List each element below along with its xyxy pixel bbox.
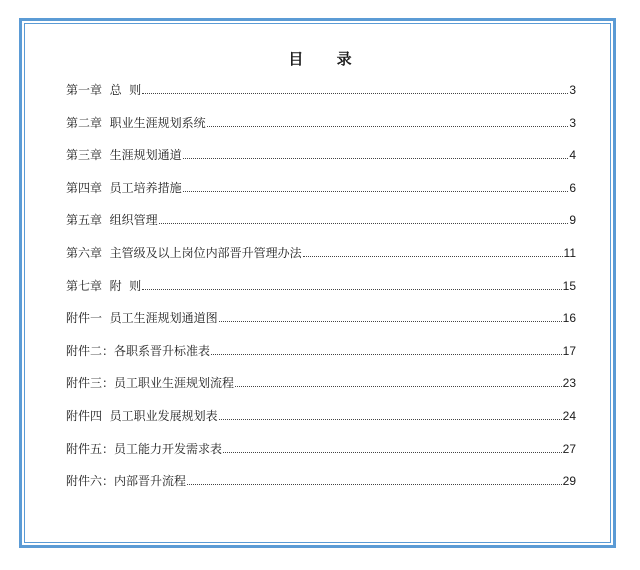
dot-leader [207, 125, 569, 127]
toc-entry-chapter-6[interactable] [66, 243, 576, 276]
toc-entry-appendix-5[interactable] [66, 439, 576, 472]
toc-entry-appendix-2[interactable] [66, 341, 576, 374]
toc-entry-page: 3 [569, 83, 576, 97]
toc-entry-chapter-2[interactable] [66, 113, 576, 146]
dot-leader [142, 288, 561, 290]
toc-entry-label: 第三章 生涯规划通道 [66, 148, 182, 163]
dot-leader [223, 451, 562, 453]
toc-entry-page: 3 [569, 115, 576, 130]
toc-entry-label: 第二章 职业生涯规划系统 [66, 115, 206, 130]
toc-entry-page: 4 [569, 148, 576, 163]
toc-entry-label: 附件五：员工能力开发需求表 [66, 441, 223, 456]
toc-entry-page: 27 [562, 441, 576, 456]
toc-entry-page: 29 [562, 474, 576, 489]
dot-leader [142, 92, 568, 94]
toc-entry-chapter-3[interactable] [66, 145, 576, 178]
dot-leader [187, 483, 562, 485]
toc-entry-label: 附件一 员工生涯规划通道图 [66, 311, 218, 326]
dot-leader [235, 385, 562, 387]
table-of-contents [66, 80, 576, 504]
dot-leader [183, 190, 569, 192]
toc-entry-page: 16 [562, 311, 576, 326]
toc-entry-label: 第七章 附 则 [66, 278, 142, 293]
toc-entry-label: 附件二：各职系晋升标准表 [66, 343, 211, 358]
toc-entry-label: 第四章 员工培养措施 [66, 180, 182, 195]
toc-entry-label: 附件四 员工职业发展规划表 [66, 408, 218, 423]
dot-leader [211, 353, 562, 355]
toc-entry-label: 附件三：员工职业生涯规划流程 [66, 376, 235, 391]
toc-entry-chapter-5[interactable] [66, 210, 576, 243]
toc-entry-page: 17 [562, 343, 576, 358]
toc-entry-label: 附件六：内部晋升流程 [66, 474, 187, 489]
dot-leader [219, 320, 562, 322]
toc-entry-appendix-6[interactable] [66, 471, 576, 504]
dot-leader [159, 222, 569, 224]
toc-entry-page: 23 [562, 376, 576, 391]
toc-entry-label: 第六章 主管级及以上岗位内部晋升管理办法 [66, 245, 302, 260]
toc-entry-page: 15 [562, 278, 576, 293]
dot-leader [303, 255, 563, 257]
toc-entry-page: 6 [569, 180, 576, 195]
toc-entry-label: 第五章 组织管理 [66, 213, 158, 228]
toc-title: 目 录 [288, 50, 366, 68]
toc-entry-chapter-7[interactable] [66, 276, 576, 309]
dot-leader [183, 157, 569, 159]
toc-entry-label: 第一章 总 则 [66, 83, 142, 97]
dot-leader [219, 418, 562, 420]
toc-entry-appendix-3[interactable] [66, 373, 576, 406]
toc-entry-page: 24 [562, 408, 576, 423]
toc-entry-chapter-4[interactable] [66, 178, 576, 211]
toc-entry-appendix-1[interactable] [66, 308, 576, 341]
toc-entry-appendix-4[interactable] [66, 406, 576, 439]
toc-entry-chapter-1[interactable] [66, 80, 576, 113]
toc-entry-page: 11 [563, 245, 576, 260]
toc-entry-page: 9 [569, 213, 576, 228]
